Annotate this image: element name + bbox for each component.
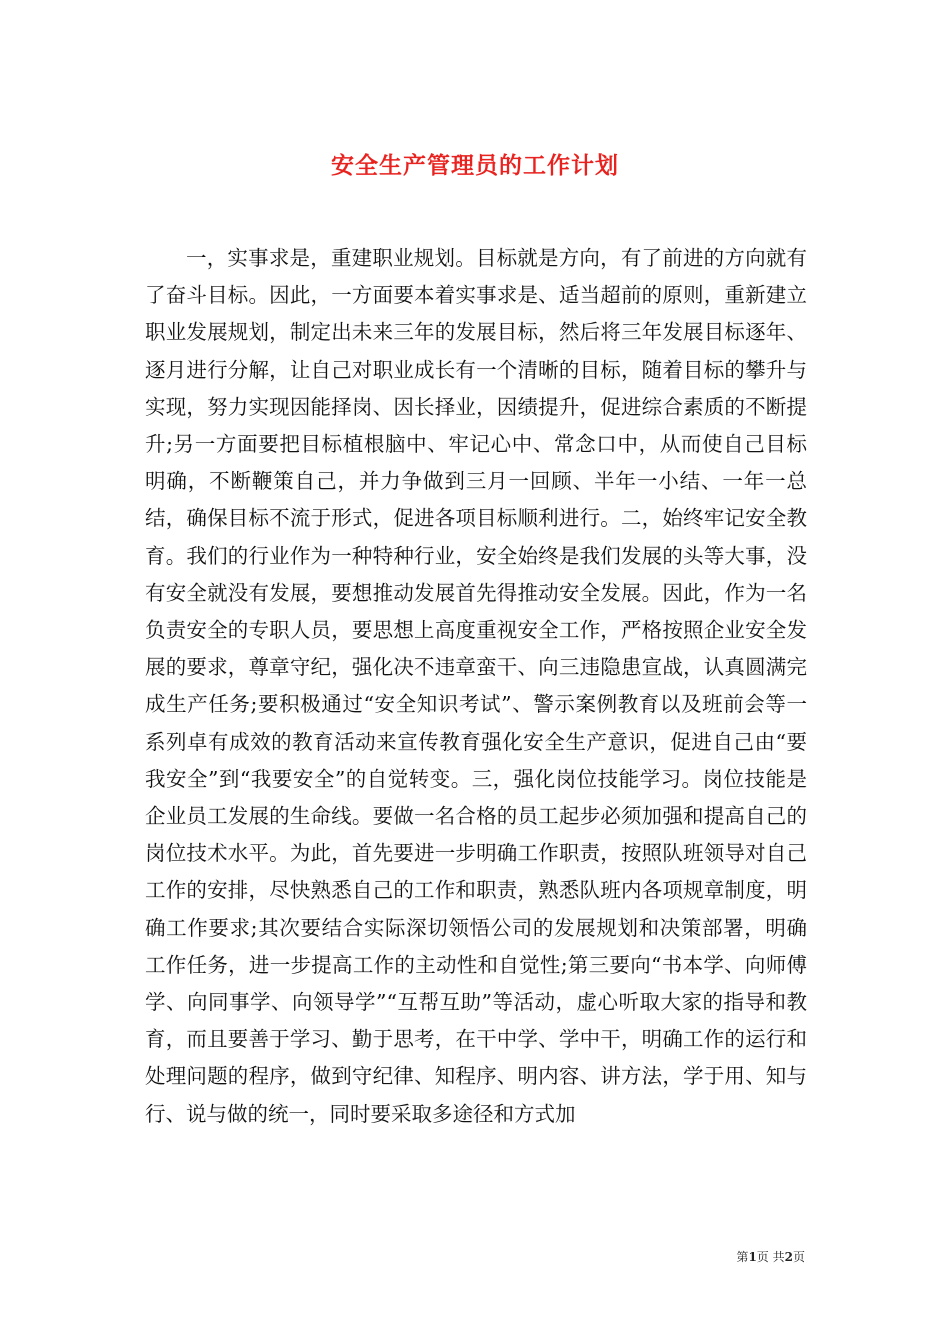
page-footer bbox=[736, 1248, 805, 1265]
footer-prefix: 第 bbox=[736, 1250, 749, 1264]
footer-middle: 页 共 bbox=[756, 1250, 785, 1264]
page-title: 安全生产管理员的工作计划 bbox=[331, 152, 619, 180]
body-paragraph: 一，实事求是，重建职业规划。目标就是方向，有了前进的方向就有了奋斗目标。因此，一方面要本着实事求是、适当超前的原则，重新建立职业发展规划，制定出未来三年的发展目标，然后将三年发展目标逐年、逐月进行分解，让自己对职业成长有一个清晰的目标，随着目标的攀升与实现，努力实现因能择岗、因长择业，因绩提升，促进综合素质的不断提升;另一方面要把目标植根脑中、牢记心中、常念口中，从而使自己目标明确，不断鞭策自己，并力争做到三月一回顾、半年一小结、一年一总结，确保目标不流于形式，促进各项目标顺利进行。二，始终牢记安全教育。我们的行业作为一种特种行业，安全始终是我们发展的头等大事，没有安全就没有发展，要想推动发展首先得推动安全发展。因此，作为一名负责安全的专职人员，要思想上高度重视安全工作，严格按照企业安全发展的要求，尊章守纪，强化决不违章蛮干、向三违隐患宣战，认真圆满完成生产任务;要积极通过“安全知识考试”、警示案例教育以及班前会等一系列卓有成效的教育活动来宣传教育强化安全生产意识，促进自己由“要我安全”到“我要安全”的自觉转变。三，强化岗位技能学习。岗位技能是企业员工发展的生命线。要做一名合格的员工起步必须加强和提高自己的岗位技术水平。为此，首先要进一步明确工作职责，按照队班领导对自己工作的安排，尽快熟悉自己的工作和职责，熟悉队班内各项规章制度，明确工作要求;其次要结合实际深切领悟公司的发展规划和决策部署，明确工作任务，进一步提高工作的主动性和自觉性;第三要向“书本学、向师傅学、向同事学、向领导学”“互帮互助”等活动，虚心听取大家的指导和教育，而且要善于学习、勤于思考，在干中学、学中干，明确工作的运行和处理问题的程序，做到守纪律、知程序、明内容、讲方法，学于用、知与行、说与做的统一，同时要采取多途径和方式加 bbox=[145, 246, 807, 1126]
current-page-number: 1 bbox=[748, 1250, 757, 1264]
footer-suffix: 页 bbox=[792, 1250, 805, 1264]
total-pages-number: 2 bbox=[784, 1250, 793, 1264]
